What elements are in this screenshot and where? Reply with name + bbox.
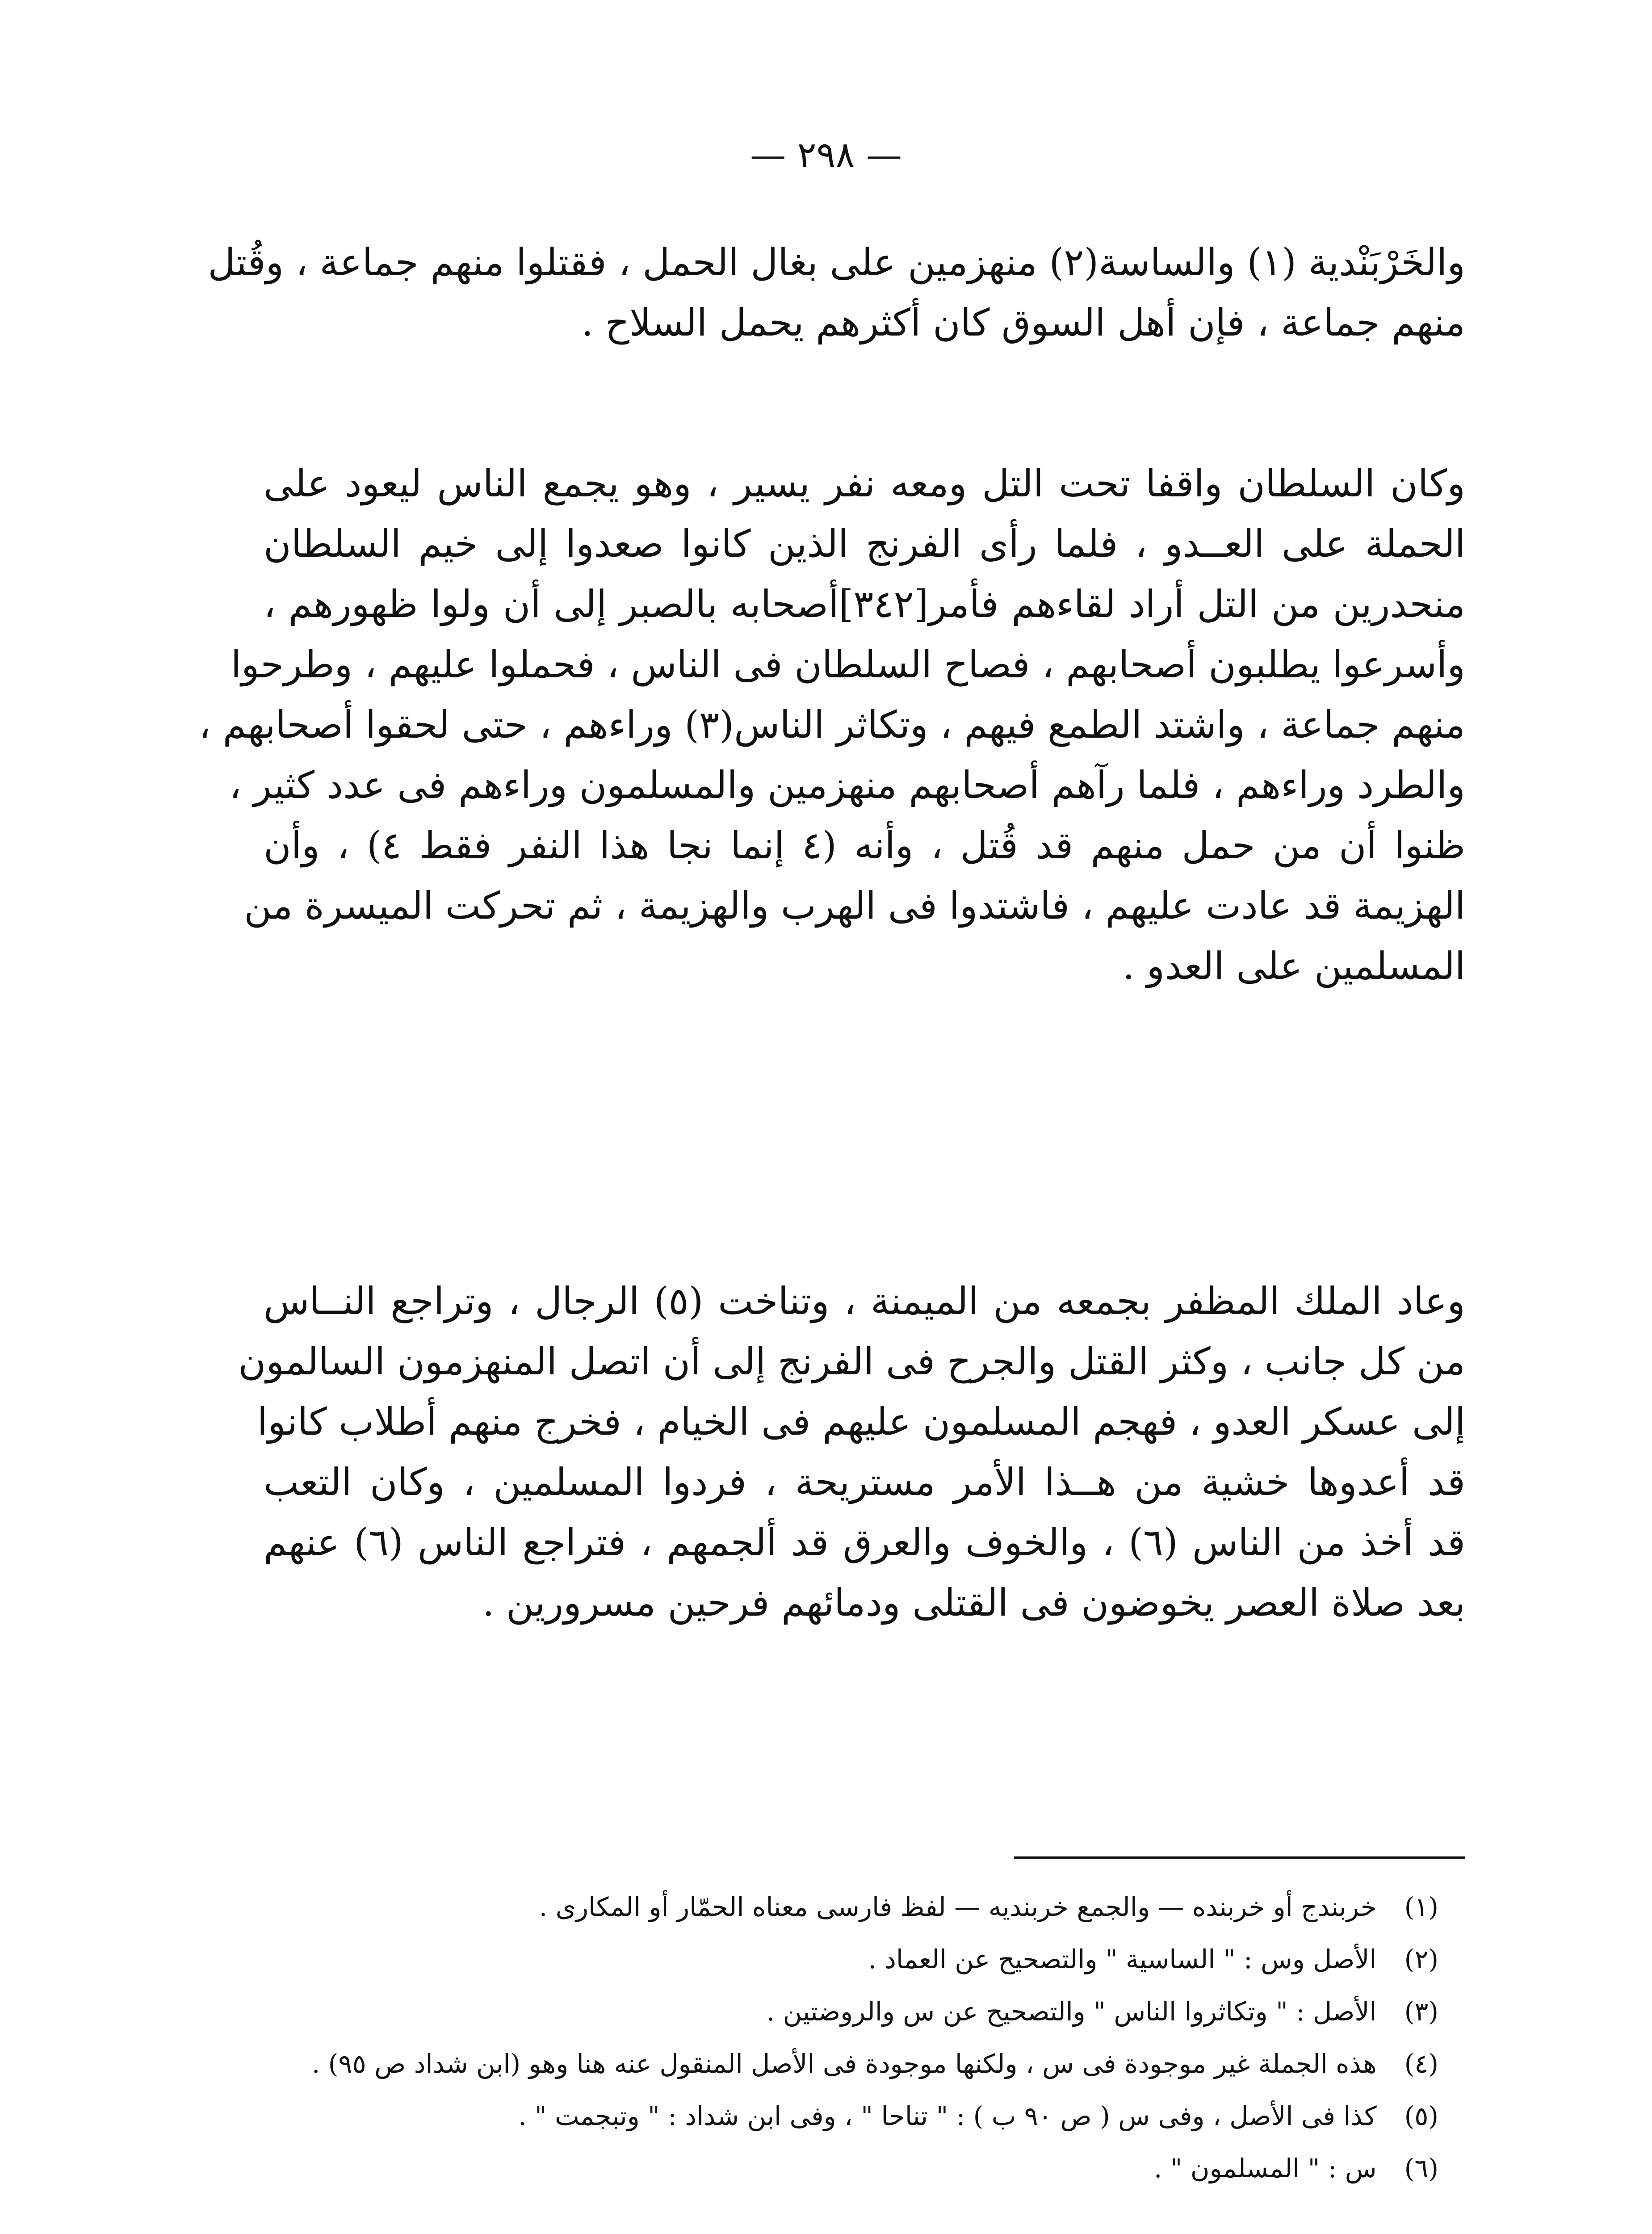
paragraph-2 (198, 454, 1465, 996)
footnote-text: كذا فى الأصل ، وفى س ( ص ٩٠ ب ) : " تناحا " ، وفى ابن شداد : " وتبجمت " . (518, 2101, 1377, 2131)
footnote-number: (٦) (1404, 2153, 1438, 2184)
paragraph-line: والخَرْبَنْدية (١) والساسة(٢) منهزمين على بغال الحمل ، فقتلوا منهم جماعة ، وقُتل (208, 240, 1465, 284)
footnote-number: (٢) (1404, 1944, 1438, 1974)
paragraph-1 (208, 232, 1465, 353)
paragraph-line: الهزيمة قد عادت عليهم ، فاشتدوا فى الهرب والهزيمة ، ثم تحركت الميسرة من (244, 884, 1465, 928)
footnote-separator (1014, 1856, 1465, 1859)
paragraph-line: قد أخذ من الناس (٦) ، والخوف والعرق قد ألجمهم ، فتراجع الناس (٦) عنهم (264, 1520, 1466, 1564)
paragraph-line: إلى عسكر العدو ، فهجم المسلمون عليهم فى الخيام ، فخرج منهم أطلاب كانوا (257, 1400, 1465, 1444)
footnote-6 (340, 2142, 1438, 2195)
paragraph-line: منهم جماعة ، فإن أهل السوق كان أكثرهم يحمل السلاح . (581, 301, 1465, 344)
paragraph-line: المسلمين على العدو . (1123, 944, 1465, 988)
footnote-3 (340, 1986, 1438, 2038)
footnote-5 (340, 2090, 1438, 2142)
footnote-text: الأصل وس : " الساسية " والتصحيح عن العماد . (868, 1944, 1377, 1974)
footnote-number: (٣) (1404, 1996, 1438, 2027)
footnote-number: (٤) (1404, 2049, 1438, 2079)
paragraph-3 (238, 1271, 1466, 1633)
paragraph-line: منهم جماعة ، واشتد الطمع فيهم ، وتكاثر الناس(٣) وراءهم ، حتى لحقوا أصحابهم ، (198, 703, 1465, 747)
footnote-number: (١) (1404, 1892, 1438, 1922)
paragraph-line: وكان السلطان واقفا تحت التل ومعه نفر يسير ، وهو يجمع الناس ليعود على (264, 462, 1465, 505)
paragraph-line: منحدرين من التل أراد لقاءهم فأمر[٣٤٢]أصحابه بالصبر إلى أن ولوا ظهورهم ، (264, 582, 1465, 626)
footnote-1 (340, 1881, 1438, 1933)
paragraph-line: ظنوا أن من حمل منهم قد قُتل ، وأنه (٤ إنما نجا هذا النفر فقط ٤) ، وأن (264, 823, 1465, 867)
footnote-text: هذه الجملة غير موجودة فى س ، ولكنها موجودة فى الأصل المنقول عنه هنا وهو (ابن شداد ص ٩٥) . (311, 2049, 1377, 2079)
footnote-text: الأصل : " وتكاثروا الناس " والتصحيح عن س والروضتين . (766, 1996, 1377, 2027)
paragraph-line: الحملة على العــدو ، فلما رأى الفرنج الذين كانوا صعدوا إلى خيم السلطان (264, 522, 1465, 566)
footnote-text: س : " المسلمون " . (1153, 2153, 1377, 2184)
footnote-2 (340, 1933, 1438, 1986)
footnote-4 (311, 2038, 1438, 2090)
footnotes (311, 1881, 1438, 2195)
paragraph-line: وأسرعوا يطلبون أصحابهم ، فصاح السلطان فى الناس ، فحملوا عليهم ، وطرحوا (231, 642, 1465, 686)
page-number: — ٢٩٨ — (750, 134, 902, 176)
footnote-number: (٥) (1404, 2101, 1438, 2131)
paragraph-line: وعاد الملك المظفر بجمعه من الميمنة ، وتناخت (٥) الرجال ، وتراجع النــاس (264, 1279, 1465, 1323)
paragraph-line: من كل جانب ، وكثر القتل والجرح فى الفرنج إلى أن اتصل المنهزمون السالمون (238, 1340, 1465, 1383)
paragraph-line: بعد صلاة العصر يخوضون فى القتلى ودمائهم فرحين مسرورين . (482, 1581, 1465, 1625)
paragraph-line: قد أعدوها خشية من هــذا الأمر مستريحة ، فردوا المسلمين ، وكان التعب (264, 1460, 1465, 1504)
paragraph-line: والطرد وراءهم ، فلما رآهم أصحابهم منهزمين والمسلمون وراءهم فى عدد كثير ، (229, 763, 1465, 807)
footnote-text: خربندج أو خربنده — والجمع خربنديه — لفظ فارسى معناه الحمّار أو المكارى . (539, 1892, 1377, 1922)
